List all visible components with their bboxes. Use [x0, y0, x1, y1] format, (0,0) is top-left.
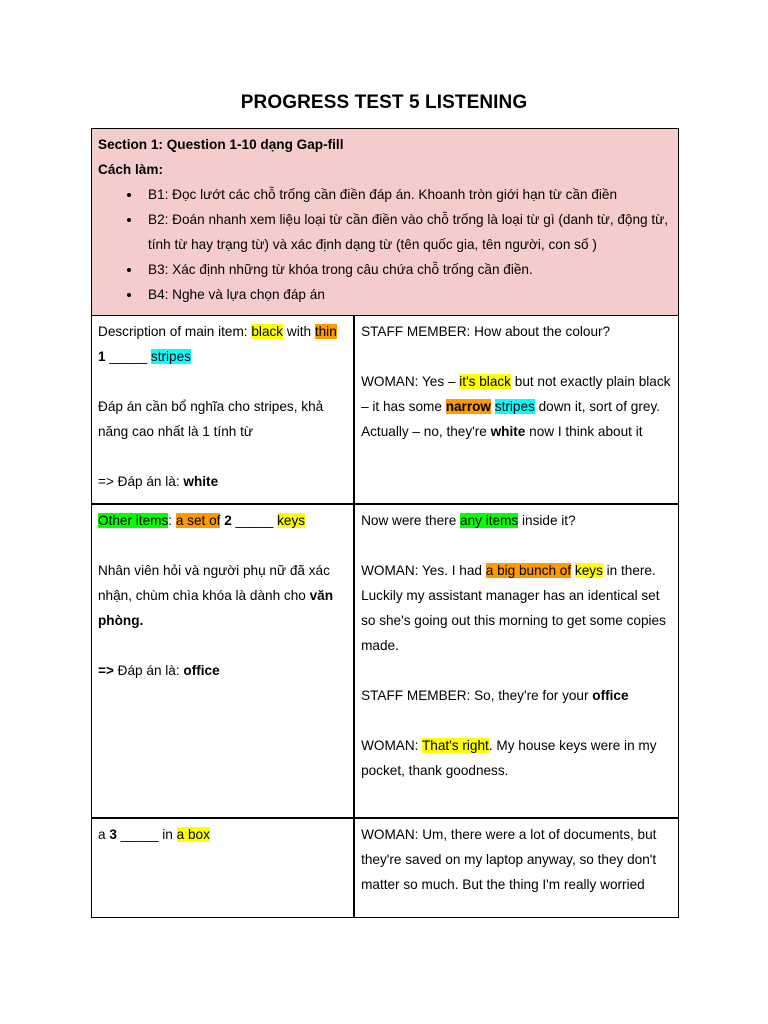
answer-blank: _____ in [116, 827, 177, 842]
page-title: PROGRESS TEST 5 LISTENING [240, 92, 528, 113]
highlight-keyword: narrow [445, 399, 492, 414]
answer-blank: _____ [231, 513, 278, 528]
question-number: 2 [220, 513, 232, 528]
step-item: • B4: Nghe và lựa chọn đáp án [142, 282, 672, 307]
highlight-keyword: thin [314, 324, 337, 339]
question-2-text: Other items: a set of 2 _____ keys [98, 513, 306, 528]
steps-list [98, 182, 672, 307]
question-2-cell [92, 504, 355, 818]
answer-value: office [183, 663, 220, 678]
highlight-keyword: stripes [494, 399, 535, 414]
answer-blank: _____ [105, 349, 151, 364]
highlight-keyword: keys [574, 563, 603, 578]
question-number: 1 [98, 349, 106, 364]
transcript-line: WOMAN: Yes. I had a big bunch of keys in there. Luckily my assistant manager has an identical set so she's going out this morning to get some copies made. [361, 563, 666, 653]
highlight-keyword: a box [176, 827, 210, 842]
answer-word: white [490, 424, 526, 439]
highlight-keyword: any items [460, 513, 519, 528]
transcript-line: STAFF MEMBER: So, they're for your office [361, 688, 629, 703]
question-3-text: a 3 _____ in a box [98, 827, 210, 842]
transcript-line: Now were there any items inside it? [361, 513, 576, 528]
transcript-2-cell [354, 504, 678, 818]
question-row-3 [92, 818, 679, 918]
step-item: • B2: Đoán nhanh xem liệu loại từ cần điền vào chỗ trống là loại từ gì (danh từ, động từ, tính từ hay trạng từ) và xác định dạng từ (tên quốc gia, tên người, con số ) [142, 207, 672, 257]
highlight-keyword: black [251, 324, 284, 339]
explanation-text: Nhân viên hỏi và người phụ nữ đã xác nhận, chùm chìa khóa là dành cho văn phòng. [98, 563, 334, 628]
transcript-1-cell [354, 316, 678, 505]
question-1-text: Description of main item: black with thin 1 _____ stripes [98, 324, 337, 364]
answer-line: => Đáp án là: white [98, 474, 219, 489]
worksheet-table [91, 128, 679, 918]
transcript-line: WOMAN: Yes – it's black but not exactly plain black – it has some narrow stripes down it, sort of grey. Actually – no, they're white now I think about it [361, 374, 671, 439]
section-header-cell [92, 129, 679, 316]
transcript-line: WOMAN: Um, there were a lot of documents, but they're saved on my laptop anyway, so they don't matter so much. But the thing I'm really worried [361, 827, 657, 892]
step-item: • B1: Đọc lướt các chỗ trống cần điền đáp án. Khoanh tròn giới hạn từ cần điền [142, 182, 672, 207]
method-label: Cách làm: [98, 162, 163, 177]
section-heading: Section 1: Question 1-10 dạng Gap-fill [98, 137, 344, 152]
answer-line: => Đáp án là: office [98, 663, 220, 678]
header-row [92, 129, 679, 316]
highlight-keyword: a big bunch of [485, 563, 572, 578]
question-number: 3 [109, 827, 117, 842]
highlight-keyword: it's black [459, 374, 511, 389]
highlight-keyword: keys [277, 513, 306, 528]
question-1-cell [92, 316, 355, 505]
question-3-cell [92, 818, 355, 918]
highlight-keyword: Other items [98, 513, 169, 528]
highlight-keyword: stripes [150, 349, 191, 364]
answer-value: white [183, 474, 219, 489]
answer-word: office [592, 688, 629, 703]
highlight-keyword: That's right [421, 738, 489, 753]
explanation-text: Đáp án cần bổ nghĩa cho stripes, khả năng cao nhất là 1 tính từ [98, 399, 324, 439]
transcript-3-cell [354, 818, 678, 918]
highlight-keyword: a set of [175, 513, 221, 528]
question-row-2 [92, 504, 679, 818]
step-item: • B3: Xác định những từ khóa trong câu chứa chỗ trống cần điền. [142, 257, 672, 282]
transcript-line: WOMAN: That's right. My house keys were in my pocket, thank goodness. [361, 738, 657, 778]
transcript-line: STAFF MEMBER: How about the colour? [361, 324, 611, 339]
question-row-1 [92, 316, 679, 505]
